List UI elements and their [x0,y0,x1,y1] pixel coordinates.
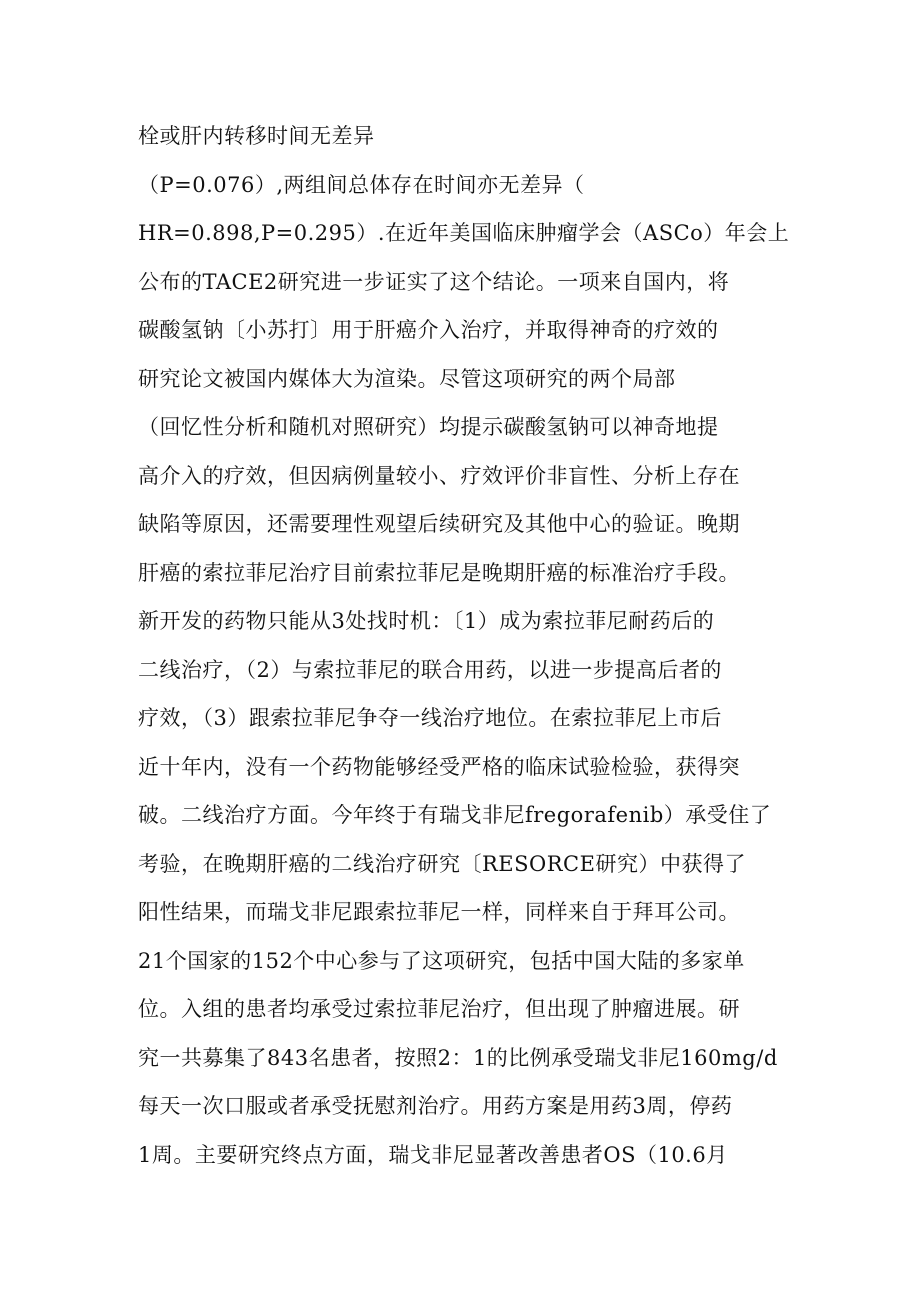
text-line: 公布的TACE2研究进一步证实了这个结论。一项来自国内，将 [138,269,730,294]
text-line: 1周。主要研究终点方面，瑞戈非尼显著改善患者OS（10.6月 [138,1142,728,1167]
text-line: 栓或肝内转移时间无差异 [138,124,375,148]
text-line: 阳性结果，而瑞戈非尼跟索拉菲尼一样，同样来自于拜耳公司。 [138,900,740,924]
text-line: 碳酸氢钠〔小苏打〕用于肝癌介入治疗，并取得神奇的疗效的 [138,318,719,342]
text-line: 位。入组的患者均承受过索拉菲尼治疗，但出现了肿瘤进展。研 [138,997,740,1021]
text-line: 高介入的疗效，但因病例量较小、疗效评价非盲性、分析上存在 [138,463,740,488]
text-line: 疗效，（3）跟索拉菲尼争夺一线治疗地位。在索拉菲尼上市后 [138,706,722,730]
text-line: 缺陷等原因，还需要理性观望后续研究及其他中心的验证。晚期 [138,512,740,536]
text-line: 研究论文被国内媒体大为渲染。尽管这项研究的两个局部 [138,366,676,391]
text-line: 近十年内，没有一个药物能够经受严格的临床试验检验，获得突 [138,754,740,779]
text-line: HR=0.898,P=0.295）.在近年美国临床肿瘤学会（ASCo）年会上 [138,221,790,245]
body-text [138,112,798,1179]
text-line: 新开发的药物只能从3处找时机：〔1）成为索拉菲尼耐药后的 [138,609,715,633]
text-line: 二线治疗，（2）与索拉菲尼的联合用药，以进一步提高后者的 [138,657,722,682]
text-line: 肝癌的索拉菲尼治疗目前索拉菲尼是晚期肝癌的标准治疗手段。 [138,560,740,585]
text-line: 考验，在晚期肝癌的二线治疗研究〔RESORCE研究）中获得了 [138,851,746,876]
text-line: 每天一次口服或者承受抚慰剂治疗。用药方案是用药3周，停药 [138,1094,733,1118]
text-line: 破。二线治疗方面。今年终于有瑞戈非尼fregorafenib）承受住了 [138,803,772,827]
text-line: 究一共募集了843名患者，按照2：1的比例承受瑞戈非尼160mg/d [138,1045,778,1070]
text-line: （回忆性分析和随机对照研究）均提示碳酸氢钠可以神奇地提 [138,415,719,439]
text-line: （P=0.076）,两组间总体存在时间亦无差异（ [138,172,585,197]
text-line: 21个国家的152个中心参与了这项研究，包括中国大陆的多家单 [138,948,745,973]
